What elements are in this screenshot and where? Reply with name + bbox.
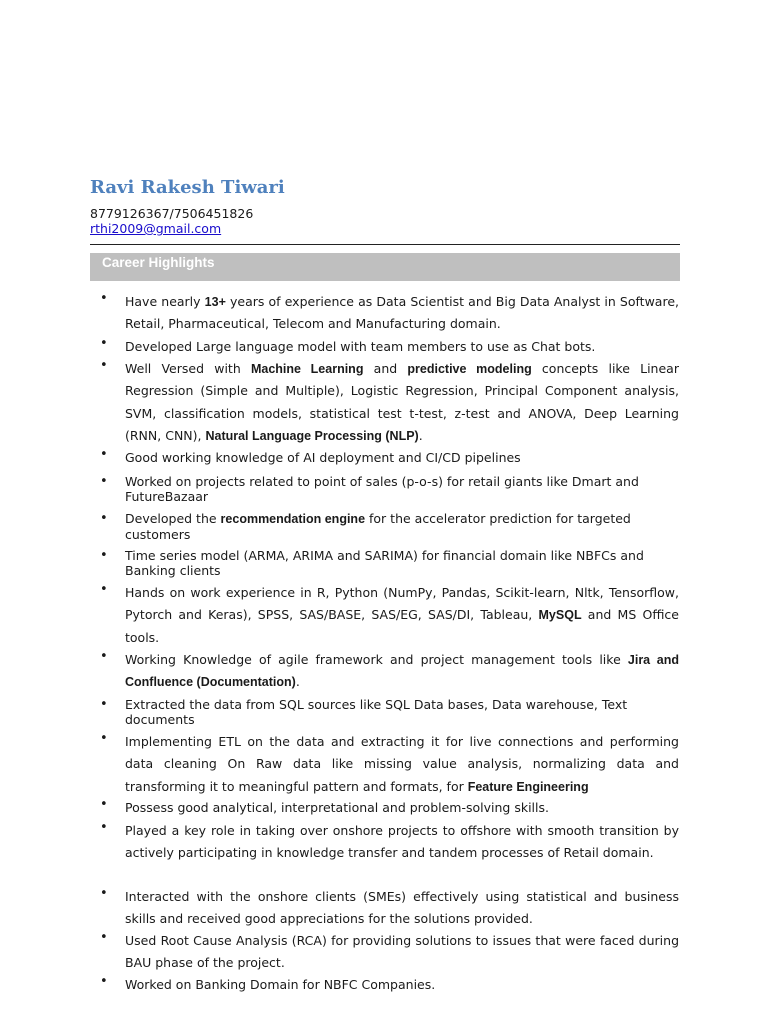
bullet-dot-icon: • <box>100 820 108 835</box>
bullet-dot-icon: • <box>100 548 108 563</box>
bullet-text <box>125 447 679 469</box>
bullet-item <box>90 697 680 727</box>
text-run: years of experience as Data Scientist and Big Data Analyst in Software, Retail, Pharmaceutical, Telecom and Manufacturing domain. <box>125 294 679 332</box>
bullet-dot-icon: • <box>100 511 108 526</box>
text-run: Used Root Cause Analysis (RCA) for providing solutions to issues that were faced during BAU phase of the project. <box>125 933 679 971</box>
bullet-item <box>90 797 680 819</box>
text-run: and MS Office tools. <box>125 607 679 645</box>
text-run: Worked on Banking Domain for NBFC Companies. <box>125 977 436 992</box>
bullet-dot-icon: • <box>100 731 108 746</box>
phone-number: 8779126367/7506451826 <box>90 206 254 221</box>
bullet-item <box>90 974 680 996</box>
email-link[interactable]: rthi2009@gmail.com <box>90 221 222 236</box>
bullet-item <box>90 731 680 798</box>
bullet-item <box>90 474 680 504</box>
text-run: Implementing ETL on the data and extracting it for live connections and performing data cleaning On Raw data like missing value analysis, normalizing data and transforming it to meaningful pattern and formats, for <box>125 734 679 794</box>
text-run: concepts like Linear Regression (Simple and Multiple), Logistic Regression, Principal Component analysis, SVM, classification models, statistical test t-test, z-test and ANOVA, Deep Learning (RNN, CNN), <box>125 361 679 443</box>
contact-block <box>90 206 253 236</box>
section-title: Career Highlights <box>102 255 215 270</box>
bullet-dot-icon: • <box>100 336 108 351</box>
bullet-dot-icon: • <box>100 582 108 597</box>
bold-text: Natural Language Processing (NLP) <box>205 428 419 443</box>
bullet-dot-icon: • <box>100 358 108 373</box>
bullet-dot-icon: • <box>100 649 108 664</box>
bullet-item <box>90 511 680 542</box>
candidate-name: Ravi Rakesh Tiwari <box>90 177 285 198</box>
bold-text: Feature Engineering <box>467 779 589 794</box>
bullet-text <box>125 797 679 819</box>
text-run: . <box>295 674 300 690</box>
bullet-text <box>125 697 679 727</box>
bullet-text <box>125 930 679 975</box>
text-run: Played a key role in taking over onshore projects to offshore with smooth transition by actively participating in knowledge transfer and tandem processes of Retail domain. <box>125 823 679 861</box>
bullet-item <box>90 336 680 358</box>
bullet-text <box>125 974 679 996</box>
text-run: Developed the <box>125 511 221 526</box>
bullet-text <box>125 649 679 694</box>
bullet-item <box>90 820 680 865</box>
bullet-dot-icon: • <box>100 291 108 306</box>
section-header <box>90 253 680 281</box>
bullet-item <box>90 886 680 931</box>
text-run: Good working knowledge of AI deployment and CI/CD pipelines <box>125 450 521 465</box>
text-run: Hands on work experience in R, Python (NumPy, Pandas, Scikit-learn, Nltk, Tensorflow, Pytorch and Keras), SPSS, SAS/BASE, SAS/EG, SAS/DI, Tableau, <box>125 585 679 623</box>
text-run: Well Versed with <box>125 361 251 376</box>
bullet-text <box>125 582 679 649</box>
bullet-dot-icon: • <box>100 697 108 712</box>
bullet-dot-icon: • <box>100 886 108 901</box>
header-divider <box>90 244 680 245</box>
bullet-text <box>125 886 679 931</box>
bullet-text <box>125 358 679 447</box>
bullet-dot-icon: • <box>100 974 108 989</box>
bullet-text <box>125 820 679 865</box>
bullet-text <box>125 731 679 798</box>
bullet-item <box>90 930 680 975</box>
text-run: Interacted with the onshore clients (SMEs) effectively using statistical and business skills and received good appreciations for the solutions provided. <box>125 889 679 927</box>
bold-text: MySQL <box>538 608 582 623</box>
bold-text: predictive modeling <box>407 362 532 376</box>
text-run: Working Knowledge of agile framework and project management tools like <box>125 652 628 667</box>
bold-text: recommendation engine <box>220 512 366 526</box>
bullet-item <box>90 649 680 694</box>
bullet-text <box>125 474 679 504</box>
text-run: Developed Large language model with team members to use as Chat bots. <box>125 339 596 354</box>
text-run: Time series model (ARMA, ARIMA and SARIMA) for financial domain like NBFCs and Banking clients <box>125 548 644 578</box>
bullet-item <box>90 291 680 336</box>
text-run: Extracted the data from SQL sources like SQL Data bases, Data warehouse, Text documents <box>125 697 628 727</box>
bullet-dot-icon: • <box>100 474 108 489</box>
text-run: and <box>363 361 408 376</box>
text-run: Have nearly <box>125 294 205 309</box>
text-run: for the accelerator prediction for targeted customers <box>125 511 631 542</box>
bold-text: 13+ <box>204 295 226 309</box>
bullet-dot-icon: • <box>100 797 108 812</box>
text-run: Worked on projects related to point of sales (p-o-s) for retail giants like Dmart and FutureBazaar <box>125 474 639 504</box>
text-run: . <box>418 427 423 443</box>
bullet-text <box>125 291 679 336</box>
bullet-item <box>90 548 680 578</box>
bullet-dot-icon: • <box>100 447 108 462</box>
bullet-text <box>125 336 679 358</box>
bullet-dot-icon: • <box>100 930 108 945</box>
bold-text: Machine Learning <box>250 362 364 376</box>
bullet-item <box>90 582 680 649</box>
bullet-text <box>125 511 679 542</box>
bullet-item <box>90 358 680 447</box>
bullet-text <box>125 548 679 578</box>
text-run: Possess good analytical, interpretational and problem-solving skills. <box>125 800 549 815</box>
bold-text: Jira and Confluence (Documentation) <box>125 653 679 690</box>
bullet-item <box>90 447 680 469</box>
